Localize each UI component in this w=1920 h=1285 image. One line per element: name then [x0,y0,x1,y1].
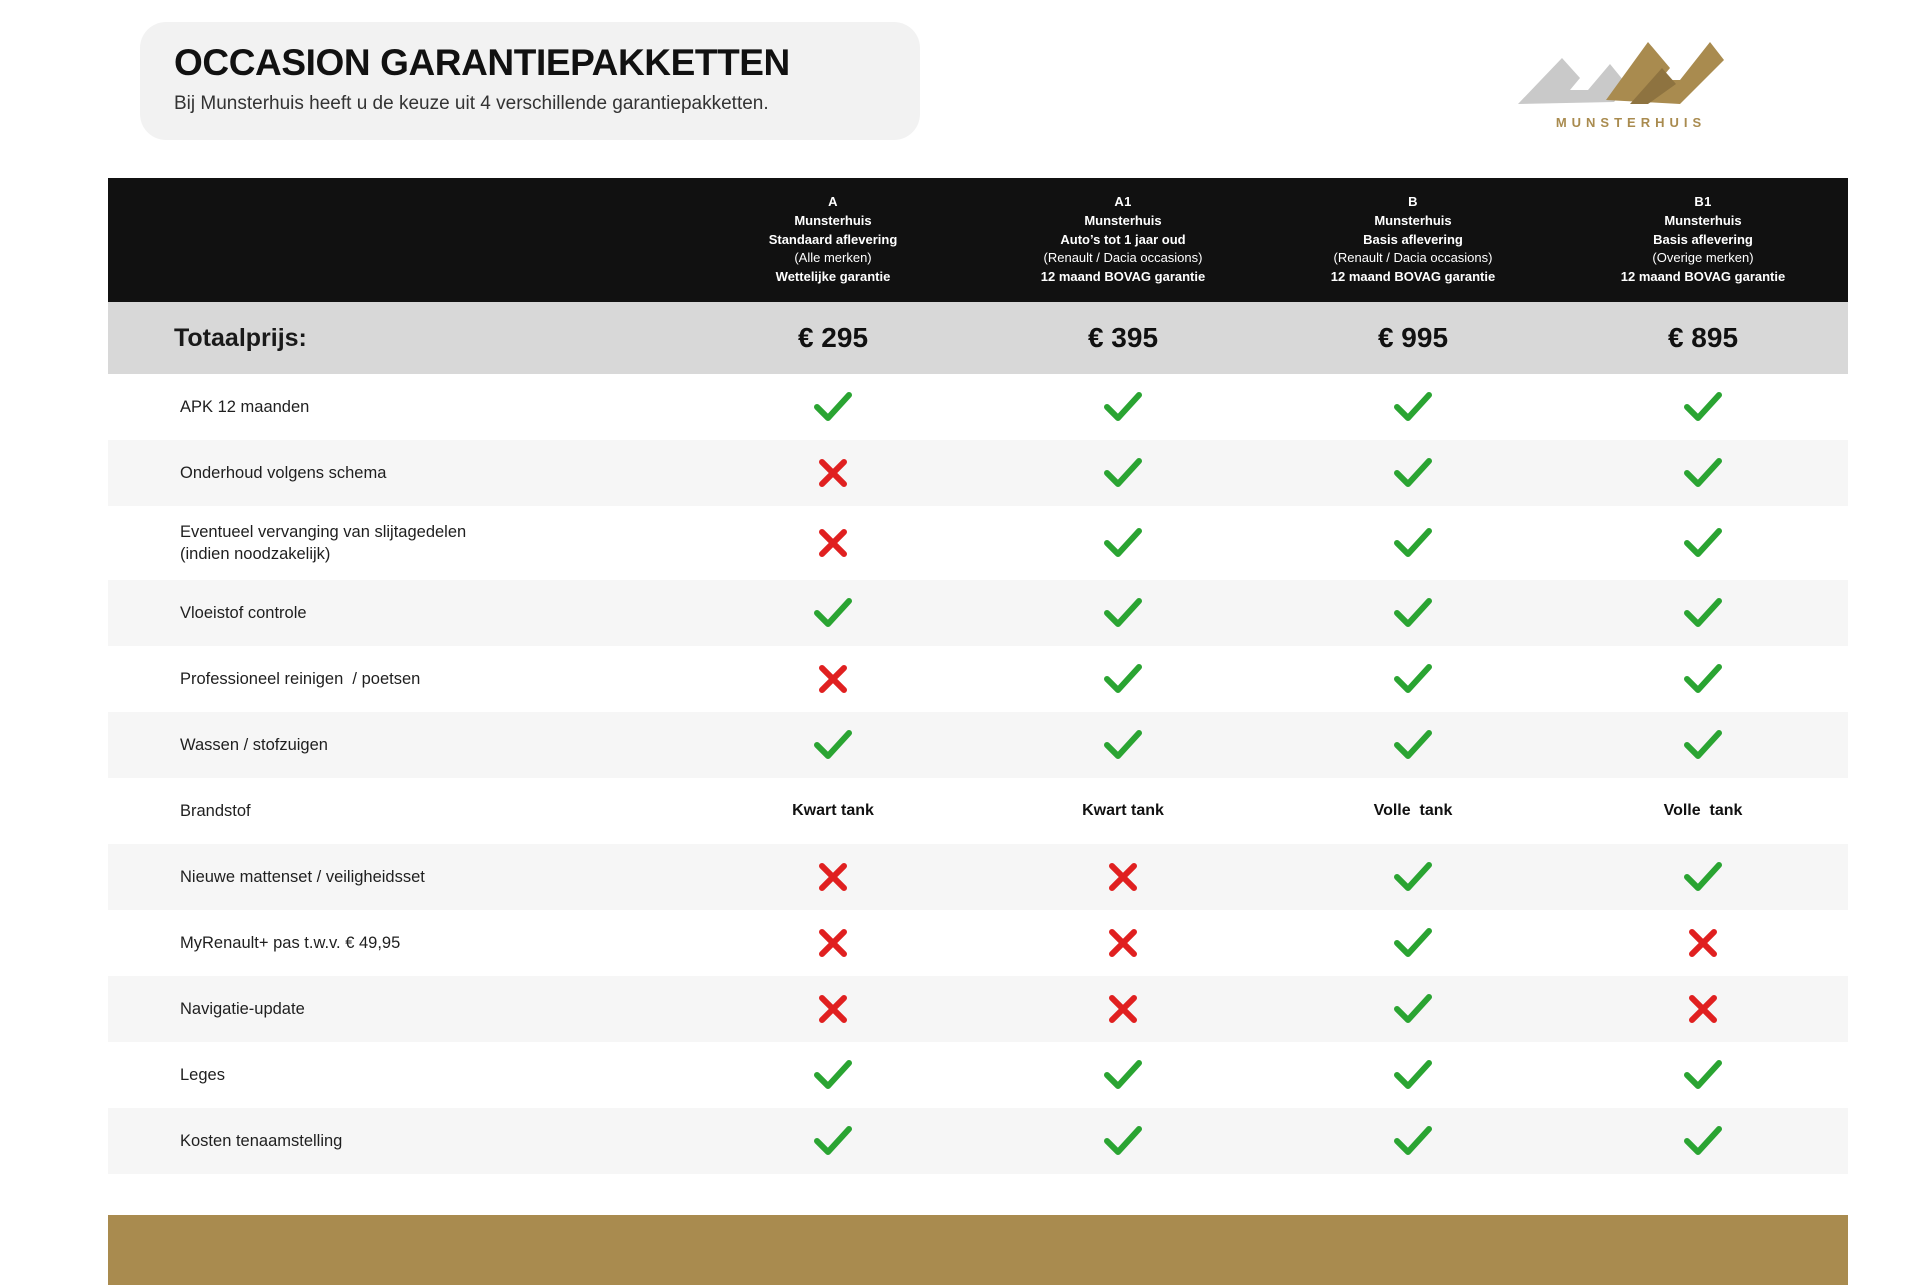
feature-value-cell [1558,976,1848,1042]
feature-value-cell [688,506,978,580]
feature-value-cell [688,712,978,778]
check-icon [1394,392,1432,422]
page-subtitle: Bij Munsterhuis heeft u de keuze uit 4 verschillende garantiepakketten. [174,92,769,114]
check-icon [1394,730,1432,760]
feature-label: Eventueel vervanging van slijtagedelen (indien noodzakelijk) [180,522,467,563]
check-icon [1394,664,1432,694]
feature-value-cell [978,976,1268,1042]
feature-value-cell [1558,646,1848,712]
feature-text-value: Volle tank [1663,802,1743,819]
cross-icon [1108,862,1138,892]
feature-value-cell [1268,580,1558,646]
feature-value-cell [1558,580,1848,646]
feature-value-cell [1268,1042,1558,1108]
feature-value-cell [688,646,978,712]
feature-value-cell [1268,440,1558,506]
package-code: A1 [1114,193,1132,209]
package-line3: Wettelijke garantie [775,269,891,285]
logo-wordmark: MUNSTERHUIS [1555,115,1707,130]
table-row [108,646,1848,712]
check-icon [1104,392,1142,422]
package-line1: Basis aflevering [1363,231,1463,247]
check-icon [1104,598,1142,628]
munsterhuis-logo [1510,34,1730,130]
cross-icon [818,928,848,958]
check-icon [1684,1060,1722,1090]
feature-label: Nieuwe mattenset / veiligheidsset [180,867,425,886]
cross-icon [1688,994,1718,1024]
check-icon [1684,862,1722,892]
feature-value-cell [978,506,1268,580]
footer-band [108,1215,1848,1285]
feature-value-cell [1558,1042,1848,1108]
package-column-b1 [1558,178,1848,302]
feature-value-cell [688,374,978,440]
feature-value-cell [1268,506,1558,580]
feature-value-cell [978,844,1268,910]
price-cell-b [1268,302,1558,374]
check-icon [1394,1126,1432,1156]
feature-value-cell [978,580,1268,646]
feature-label: Onderhoud volgens schema [180,463,387,482]
check-icon [1104,664,1142,694]
feature-rows [108,374,1848,1174]
feature-value-cell [1558,506,1848,580]
package-code: B [1408,193,1418,209]
table-row [108,976,1848,1042]
table-row [108,712,1848,778]
feature-value-cell [688,440,978,506]
price-row-label: Totaalprijs: [174,323,307,352]
check-icon [1104,458,1142,488]
feature-value-cell [1558,374,1848,440]
check-icon [1394,928,1432,958]
cross-icon [1108,928,1138,958]
feature-value-cell [688,778,978,844]
comparison-table [108,178,1848,1174]
feature-value-cell [1558,712,1848,778]
feature-value-cell [978,910,1268,976]
feature-value-cell [1268,712,1558,778]
table-row [108,778,1848,844]
feature-label: Leges [180,1065,225,1084]
check-icon [1684,730,1722,760]
cross-icon [818,528,848,558]
check-icon [814,1060,852,1090]
feature-value-cell [978,778,1268,844]
check-icon [1394,1060,1432,1090]
check-icon [814,730,852,760]
feature-value-cell [978,646,1268,712]
cross-icon [818,458,848,488]
price-value: € 295 [797,322,869,353]
package-column-a [688,178,978,302]
feature-label: Kosten tenaamstelling [180,1131,343,1150]
package-line3: 12 maand BOVAG garantie [1620,269,1786,285]
table-row [108,580,1848,646]
feature-value-cell [1268,910,1558,976]
feature-label: APK 12 maanden [180,397,310,416]
package-code: A [828,193,838,209]
logo-mark-icon [1510,34,1730,112]
price-cell-a [688,302,978,374]
feature-value-cell [1268,374,1558,440]
check-icon [1104,1060,1142,1090]
check-icon [1684,392,1722,422]
feature-text-value: Volle tank [1373,802,1453,819]
title-card [140,22,920,140]
feature-value-cell [688,844,978,910]
page-title: OCCASION GARANTIEPAKKETTEN [174,42,790,83]
check-icon [1684,598,1722,628]
feature-text-value: Kwart tank [792,802,874,819]
feature-value-cell [1558,910,1848,976]
table-row [108,374,1848,440]
package-brand: Munsterhuis [1084,212,1162,228]
cross-icon [818,994,848,1024]
table-row [108,440,1848,506]
price-value: € 895 [1667,322,1739,353]
check-icon [814,392,852,422]
package-line2: (Renault / Dacia occasions) [1333,250,1493,266]
table-row [108,1042,1848,1108]
feature-value-cell [1268,646,1558,712]
package-line1: Basis aflevering [1653,231,1753,247]
feature-value-cell [978,374,1268,440]
page-header [0,0,1920,150]
feature-value-cell [1558,1108,1848,1174]
package-line1: Standaard aflevering [768,231,898,247]
check-icon [1104,528,1142,558]
feature-value-cell [688,910,978,976]
cross-icon [818,862,848,892]
package-line2: (Alle merken) [794,250,872,266]
feature-value-cell [1268,844,1558,910]
price-value: € 995 [1377,322,1449,353]
feature-text-value: Kwart tank [1082,802,1164,819]
price-value: € 395 [1087,322,1159,353]
check-icon [1684,664,1722,694]
package-brand: Munsterhuis [1374,212,1452,228]
check-icon [1394,598,1432,628]
price-row [108,302,1848,374]
feature-value-cell [688,580,978,646]
cross-icon [1688,928,1718,958]
feature-label: Brandstof [180,801,251,820]
table-row [108,910,1848,976]
feature-value-cell [688,1042,978,1108]
price-cell-b1 [1558,302,1848,374]
feature-label: Navigatie-update [180,999,305,1018]
feature-value-cell [1558,778,1848,844]
check-icon [814,1126,852,1156]
feature-label: Professioneel reinigen / poetsen [180,669,421,688]
price-cell-a1 [978,302,1268,374]
check-icon [1104,1126,1142,1156]
package-line2: (Overige merken) [1652,250,1754,266]
feature-value-cell [978,1108,1268,1174]
check-icon [1394,528,1432,558]
check-icon [1394,862,1432,892]
table-row [108,844,1848,910]
package-brand: Munsterhuis [794,212,872,228]
package-brand: Munsterhuis [1664,212,1742,228]
check-icon [1684,458,1722,488]
header-label-cell [108,178,688,302]
package-column-a1 [978,178,1268,302]
feature-value-cell [1558,440,1848,506]
check-icon [1684,1126,1722,1156]
feature-value-cell [978,1042,1268,1108]
check-icon [1394,458,1432,488]
feature-value-cell [1268,778,1558,844]
package-code: B1 [1694,193,1712,209]
feature-value-cell [688,976,978,1042]
feature-value-cell [1558,844,1848,910]
table-row [108,1108,1848,1174]
feature-label: MyRenault+ pas t.w.v. € 49,95 [180,933,401,952]
package-line1: Auto’s tot 1 jaar oud [1060,231,1186,247]
feature-value-cell [1268,976,1558,1042]
check-icon [1394,994,1432,1024]
check-icon [1104,730,1142,760]
check-icon [814,598,852,628]
table-header-row [108,178,1848,302]
feature-value-cell [978,712,1268,778]
feature-value-cell [1268,1108,1558,1174]
feature-label: Vloeistof controle [180,603,307,622]
cross-icon [1108,994,1138,1024]
feature-value-cell [978,440,1268,506]
package-line3: 12 maand BOVAG garantie [1040,269,1206,285]
check-icon [1684,528,1722,558]
package-column-b [1268,178,1558,302]
package-line3: 12 maand BOVAG garantie [1330,269,1496,285]
feature-value-cell [688,1108,978,1174]
package-line2: (Renault / Dacia occasions) [1043,250,1203,266]
table-row [108,506,1848,580]
cross-icon [818,664,848,694]
feature-label: Wassen / stofzuigen [180,735,328,754]
